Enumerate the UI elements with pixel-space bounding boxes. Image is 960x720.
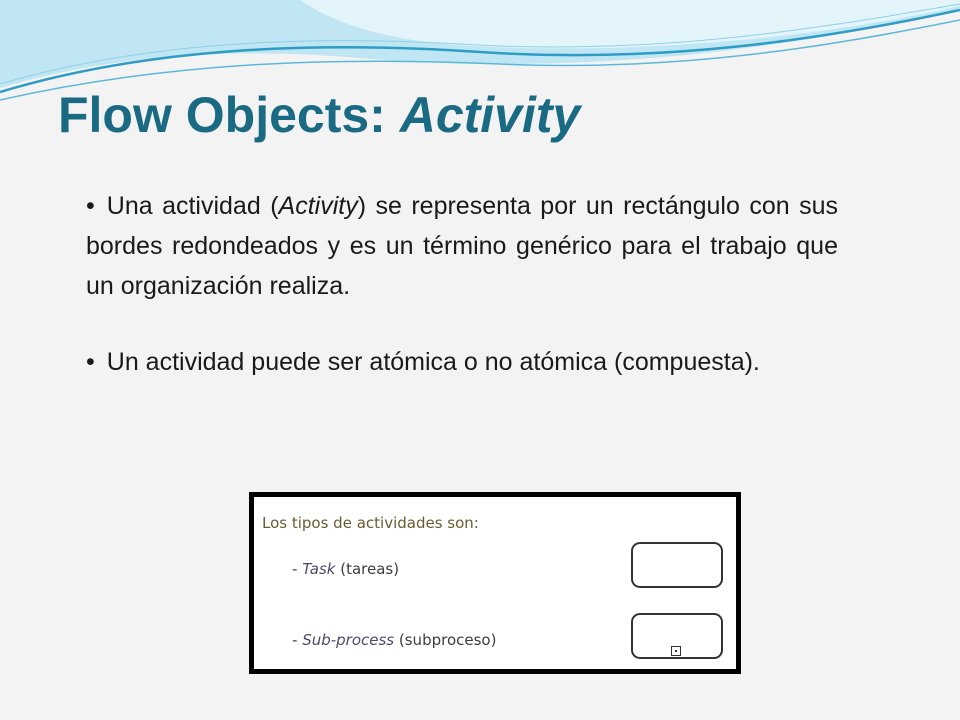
title-emphasis: Activity	[399, 87, 581, 143]
task-prefix: -	[292, 560, 303, 578]
subprocess-description: (subproceso)	[394, 631, 497, 649]
bullet-paragraph-2	[86, 342, 838, 382]
para1-text-end: ) se representa por un rectángulo con sus bordes redondeados y es un término genérico para el trabajo que un organización realiza.	[86, 192, 838, 300]
para2-text: Un actividad puede ser atómica o no atómica (compuesta).	[106, 348, 760, 376]
bullet-paragraph-1	[86, 186, 838, 306]
slide-body	[86, 186, 838, 382]
subprocess-label: Sub-process	[302, 631, 395, 649]
bullet-icon: •	[86, 192, 95, 220]
rounded-rectangle-icon	[631, 542, 723, 588]
para1-text-start: Una actividad (	[106, 192, 279, 220]
rounded-rectangle-with-plus-marker-icon	[631, 613, 723, 659]
task-item	[292, 560, 399, 578]
subprocess-prefix: -	[292, 631, 303, 649]
bullet-icon: •	[86, 348, 95, 376]
title-main: Flow Objects:	[58, 87, 386, 143]
figure-heading: Los tipos de actividades son:	[262, 514, 479, 532]
activity-types-figure	[249, 492, 741, 674]
para1-emphasis: Activity	[278, 192, 358, 220]
subprocess-item	[292, 631, 496, 649]
task-description: (tareas)	[335, 560, 400, 578]
slide-title	[58, 86, 580, 144]
plus-marker-icon	[671, 646, 681, 656]
task-label: Task	[302, 560, 336, 578]
